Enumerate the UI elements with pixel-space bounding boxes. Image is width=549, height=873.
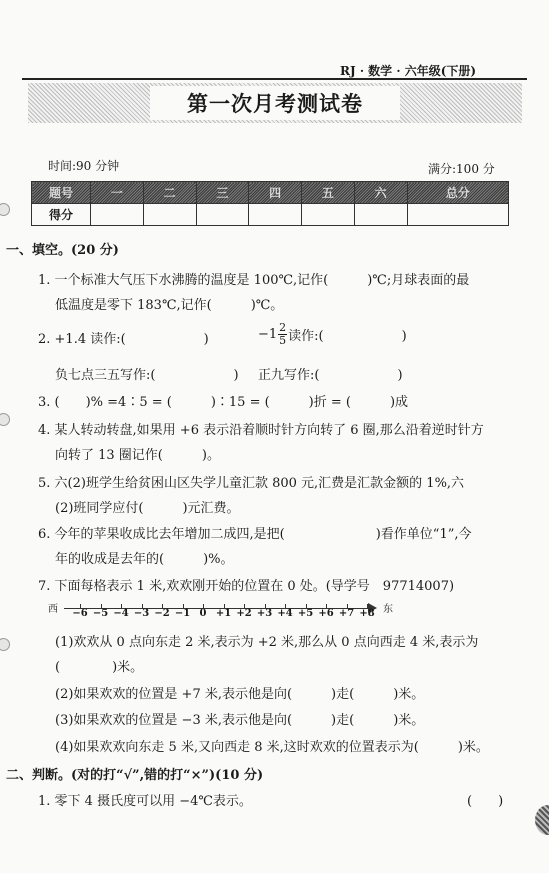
question-7-3: (3)如果欢欢的位置是 −3 米,表示他是向( )走( )米。 — [55, 713, 425, 728]
score-cell[interactable] — [354, 204, 407, 226]
score-table-header-row — [32, 182, 509, 204]
series-label: RJ · 数学 · 六年级(下册) — [340, 64, 477, 78]
page-title: 第一次月考测试卷 — [187, 91, 363, 116]
number-line-label: −4 — [113, 608, 129, 619]
score-table-header-cell: 三 — [196, 182, 249, 204]
question-4-line-1: 4. 某人转动转盘,如果用 +6 表示沿着顺时针方向转了 6 圈,那么沿着逆时针方 — [38, 423, 484, 438]
score-table-header-cell: 五 — [302, 182, 355, 204]
time-limit: 时间:90 分钟 — [48, 159, 120, 173]
title-box — [150, 86, 400, 120]
question-6-line-2: 年的收成是去年的( )%。 — [55, 552, 234, 567]
question-5-line-2: (2)班同学应付( )元汇费。 — [55, 501, 240, 516]
number-line-label: −1 — [174, 608, 191, 619]
number-line-label: +7 — [338, 608, 355, 619]
score-table-header-cell: 总分 — [407, 182, 509, 204]
east-label: 东 — [383, 604, 393, 615]
mixed-number-whole: −1 — [258, 327, 278, 342]
number-line-label: +2 — [236, 608, 252, 619]
question-7-1-line-1: (1)欢欢从 0 点向东走 2 米,表示为 +2 米,那么从 0 点向西走 4 米,表示为 — [55, 635, 479, 650]
judgement-question-1: 1. 零下 4 摄氏度可以用 −4℃表示。 — [38, 794, 252, 809]
score-table-header-cell: 六 — [354, 182, 407, 204]
score-cell[interactable] — [143, 204, 196, 226]
number-line-label: +4 — [277, 608, 293, 619]
question-7: 7. 下面每格表示 1 米,欢欢刚开始的位置在 0 处。(导学号 97714007) — [38, 579, 455, 594]
score-table — [31, 181, 509, 226]
number-line-label: −6 — [72, 608, 88, 619]
score-table-score-row — [32, 204, 509, 226]
corner-emblem-icon — [535, 805, 549, 835]
score-cell[interactable] — [249, 204, 302, 226]
question-3: 3. ( )% =4∶5 = ( )∶15 = ( )折 = ( )成 — [38, 395, 409, 410]
binder-hole — [0, 203, 10, 216]
number-line-label: +1 — [215, 608, 232, 619]
number-line-label: −2 — [154, 608, 170, 619]
binder-hole — [0, 638, 10, 651]
question-2-part-d: 正九写作:( ) — [258, 368, 403, 383]
question-1-line-1: 1. 一个标准大气压下水沸腾的温度是 100℃,记作( )℃;月球表面的最 — [38, 273, 470, 288]
question-6-line-1: 6. 今年的苹果收成比去年增加二成四,是把( )看作单位“1”,今 — [38, 527, 472, 542]
question-2-part-c: 负七点三五写作:( ) — [55, 368, 239, 383]
full-score: 满分:100 分 — [428, 162, 495, 176]
question-7-1-line-2: ( )米。 — [55, 660, 144, 675]
number-line-label: +5 — [297, 608, 314, 619]
number-line-label: +3 — [256, 608, 273, 619]
score-table-header-cell: 二 — [143, 182, 196, 204]
score-cell[interactable] — [302, 204, 355, 226]
question-2-part-a: 2. +1.4 读作:( ) — [38, 332, 209, 347]
score-cell[interactable] — [196, 204, 249, 226]
score-cell[interactable] — [407, 204, 509, 226]
score-cell[interactable] — [91, 204, 144, 226]
score-table-header-cell: 四 — [249, 182, 302, 204]
fraction-denominator: 5 — [279, 334, 287, 347]
fraction — [278, 322, 287, 347]
question-1-line-2: 低温度是零下 183℃,记作( )℃。 — [55, 298, 284, 313]
judgement-answer-blank[interactable]: ( ) — [467, 794, 504, 809]
fraction-numerator: 2 — [279, 321, 287, 334]
binder-hole — [0, 413, 10, 426]
number-line-label: +6 — [318, 608, 334, 619]
question-5-line-1: 5. 六(2)班学生给贫困山区失学儿童汇款 800 元,汇费是汇款金额的 1%,六 — [38, 476, 465, 491]
section-2-title: 二、判断。(对的打“√”,错的打“×”)(10 分) — [6, 768, 264, 783]
number-line-label: 0 — [199, 608, 207, 619]
header-rule — [22, 78, 527, 80]
number-line-label: −3 — [133, 608, 150, 619]
number-line-label: +8 — [359, 608, 375, 619]
score-table-header-cell: 题号 — [32, 182, 91, 204]
section-1-title: 一、填空。(20 分) — [6, 243, 119, 258]
number-line-label: −5 — [92, 608, 109, 619]
question-7-2: (2)如果欢欢的位置是 +7 米,表示他是向( )走( )米。 — [55, 687, 425, 702]
score-label: 得分 — [32, 204, 91, 226]
question-4-line-2: 向转了 13 圈记作( )。 — [55, 448, 220, 463]
score-table-header-cell: 一 — [91, 182, 144, 204]
mixed-number-text: 读作:( ) — [288, 329, 407, 344]
west-label: 西 — [48, 604, 58, 615]
question-2-part-b — [258, 322, 407, 347]
question-7-4: (4)如果欢欢向东走 5 米,又向西走 8 米,这时欢欢的位置表示为( )米。 — [55, 740, 489, 755]
